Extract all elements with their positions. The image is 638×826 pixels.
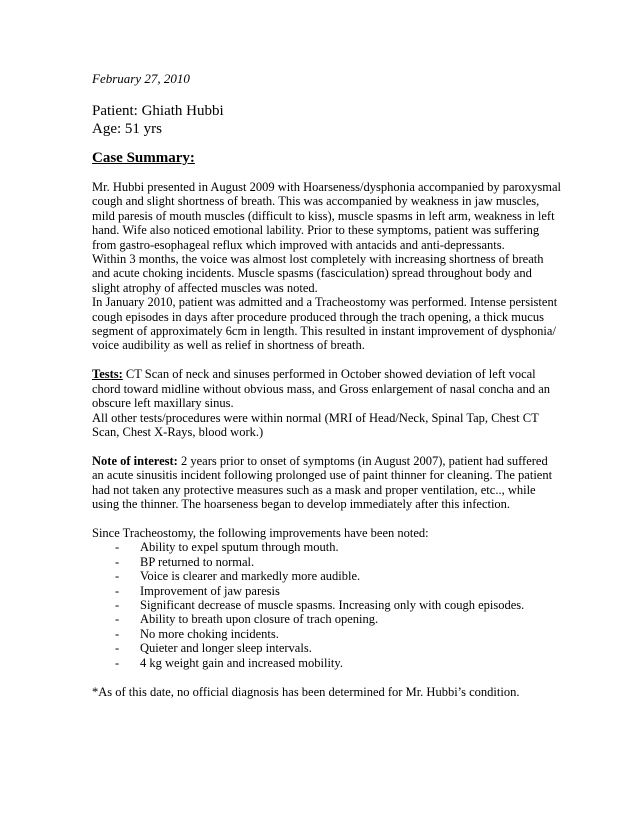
tests-text: CT Scan of neck and sinuses performed in October showed deviation of left vocal chord toward midline without obvious mass, and Gross enlargement of nasal concha and an obscure left maxillary sinus. — [92, 367, 550, 411]
improvement-text: Voice is clearer and markedly more audible. — [140, 569, 361, 584]
bullet-dash: - — [115, 655, 120, 670]
bullet-dash: - — [115, 612, 120, 627]
case-summary-heading: Case Summary: — [92, 150, 195, 166]
summary-paragraph: In January 2010, patient was admitted and a Tracheostomy was performed. Intense persistent cough episodes in days after procedure produced through the trach opening, a thick mucus segment of approximately 6cm in length. This resulted in instant improvement of dysphonia/ voice audibility as well as relief in shortness of breath. — [92, 295, 558, 353]
patient-name: Patient: Ghiath Hubbi — [92, 103, 224, 119]
bullet-dash: - — [115, 583, 120, 598]
improvement-text: Quieter and longer sleep intervals. — [140, 641, 312, 656]
improvement-item — [92, 627, 562, 641]
improvement-text: Significant decrease of muscle spasms. Increasing only with cough episodes. — [140, 598, 525, 613]
improvement-item — [92, 641, 562, 655]
improvement-item — [92, 584, 562, 598]
improvement-item — [92, 569, 562, 583]
tests-label: Tests: — [92, 367, 123, 382]
bullet-dash: - — [115, 626, 120, 641]
note-of-interest-text: 2 years prior to onset of symptoms (in August 2007), patient had suffered an acute sinusitis incident following prolonged use of paint thinner for cleaning. The patient had not taken any protective measures such as a mask and proper ventilation, etc.., while using the thinner. The hoarseness began to develop immediately after this infection. — [92, 453, 553, 512]
patient-age: Age: 51 yrs — [92, 121, 162, 137]
document-page — [92, 71, 562, 699]
improvement-text: Ability to breath upon closure of trach opening. — [140, 612, 379, 627]
improvement-item — [92, 555, 562, 569]
bullet-dash: - — [115, 598, 120, 613]
note-of-interest-paragraph — [92, 454, 562, 512]
improvement-item — [92, 656, 562, 670]
bullet-dash: - — [115, 554, 120, 569]
other-tests-paragraph: All other tests/procedures were within normal (MRI of Head/Neck, Spinal Tap, Chest CT Scan, Chest X-Rays, blood work.) — [92, 410, 539, 439]
case-summary-body — [92, 180, 562, 353]
bullet-dash: - — [115, 641, 120, 656]
improvement-text: BP returned to normal. — [140, 554, 255, 569]
summary-paragraph: Within 3 months, the voice was almost lost completely with increasing shortness of breath and acute choking incidents. Muscle spasms (fasciculation) spread throughout body and slight atrophy of affected muscles was noted. — [92, 252, 544, 295]
improvement-item — [92, 598, 562, 612]
improvements-intro: Since Tracheostomy, the following improvements have been noted: — [92, 526, 429, 541]
improvement-item — [92, 612, 562, 626]
improvement-item — [92, 540, 562, 554]
improvement-text: Ability to expel sputum through mouth. — [140, 540, 339, 555]
bullet-dash: - — [115, 569, 120, 584]
improvements-list — [92, 540, 562, 670]
tests-paragraph — [92, 367, 562, 410]
improvement-text: No more choking incidents. — [140, 626, 279, 641]
summary-paragraph: Mr. Hubbi presented in August 2009 with Hoarseness/dysphonia accompanied by paroxysmal cough and slight shortness of breath. This was accompanied by weakness in jaw muscles, mild paresis of mouth muscles (difficult to kiss), muscle spasms in left arm, weakness in left hand. Wife also noticed emotional lability. Prior to these symptoms, patient was suffering from gastro-esophageal reflux which improved with antacids and anti-depressants. — [92, 180, 562, 252]
note-of-interest-label: Note of interest: — [92, 453, 178, 468]
improvement-text: Improvement of jaw paresis — [140, 583, 280, 598]
document-date: February 27, 2010 — [92, 71, 190, 86]
footnote: *As of this date, no official diagnosis has been determined for Mr. Hubbi’s condition. — [92, 684, 520, 699]
improvement-text: 4 kg weight gain and increased mobility. — [140, 655, 343, 670]
bullet-dash: - — [115, 540, 120, 555]
